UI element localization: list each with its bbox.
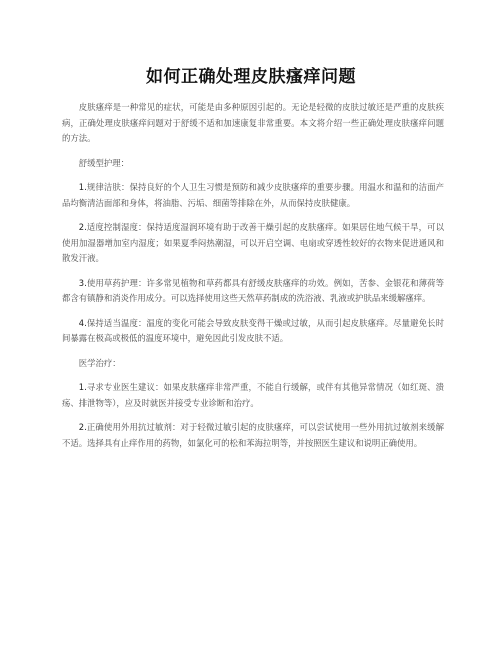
item-text: 保持适当温度：温度的变化可能会导致皮肤变得干燥或过敏，从而引起皮肤瘙痒。尽量避免长时间暴露在极高或极低的温度环境中，避免因此引发皮肤不适。 bbox=[62, 317, 444, 343]
list-item bbox=[62, 220, 444, 267]
list-item bbox=[62, 316, 444, 347]
item-text: 规律洁肤：保持良好的个人卫生习惯是预防和减少皮肤瘙痒的重要步骤。用温水和温和的洁面产品均衡清洁面部和身体，将油脂、污垢、细菌等排除在外，从而保持皮肤健康。 bbox=[62, 182, 444, 208]
item-text: 寻求专业医生建议：如果皮肤瘙痒非常严重，不能自行缓解，或伴有其他异常情况（如红斑、溃疡、排泄物等），应及时就医并接受专业诊断和治疗。 bbox=[62, 382, 444, 408]
section-heading-soothing-care: 舒缓型护理： bbox=[78, 157, 130, 168]
item-text: 适度控制湿度：保持适度湿润环境有助于改善干燥引起的皮肤瘙痒。如果居住地气候干旱，可以使用加湿器增加室内湿度；如果夏季闷热潮湿，可以开启空调、电扇或穿透性较好的衣物来促进通风和散发汗液。 bbox=[62, 222, 444, 263]
document-title: 如何正确处理皮肤瘙痒问题 bbox=[146, 67, 356, 87]
item-number: 2. bbox=[78, 422, 87, 432]
list-item bbox=[62, 380, 444, 411]
item-number: 3. bbox=[78, 277, 87, 288]
intro-paragraph: 皮肤瘙痒是一种常见的症状，可能是由多种原因引起的。无论是轻微的皮肤过敏还是严重的皮肤疾病，正确处理皮肤瘙痒问题对于舒缓不适和加速康复非常重要。本文将介绍一些正确处理皮肤瘙痒问题的方法。 bbox=[62, 102, 444, 143]
item-number: 4. bbox=[78, 317, 87, 328]
document-body bbox=[62, 100, 444, 460]
list-item bbox=[62, 420, 444, 451]
item-number: 2. bbox=[78, 222, 87, 232]
item-text: 正确使用外用抗过敏剂：对于轻微过敏引起的皮肤瘙痒，可以尝试使用一些外用抗过敏剂来缓解不适。选择具有止痒作用的药物，如氯化可的松和苯海拉明等，并按照医生建议和说明正确使用。 bbox=[62, 422, 444, 448]
section-heading-medical-treatment: 医学治疗： bbox=[78, 357, 121, 368]
item-number: 1. bbox=[78, 182, 87, 192]
item-text: 使用草药护理：许多常见植物和草药都具有舒缓皮肤瘙痒的功效。例如，苦参、金银花和薄荷等都含有镇静和消炎作用成分。可以选择使用这些天然草药制成的洗浴液、乳液或护肤品来缓解瘙痒。 bbox=[62, 277, 444, 303]
list-item bbox=[62, 180, 444, 211]
list-item bbox=[62, 276, 444, 307]
item-number: 1. bbox=[78, 382, 87, 392]
